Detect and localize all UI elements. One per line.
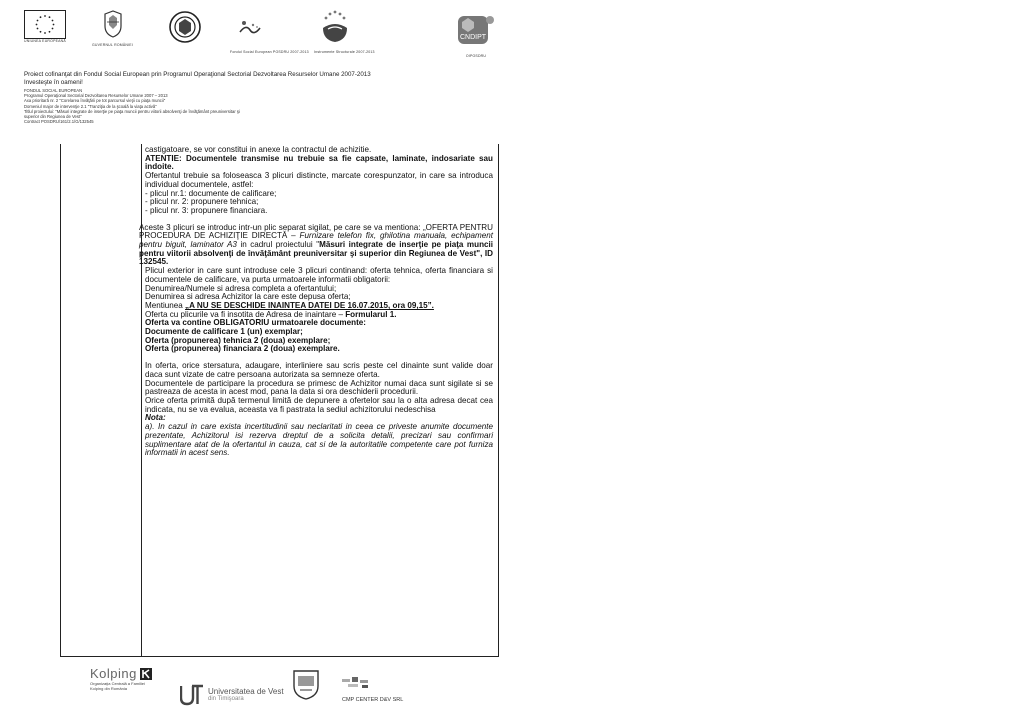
paragraph-sealed-envelope — [139, 224, 493, 268]
form-1-label: Formularul 1. — [345, 309, 397, 319]
project-title: Măsuri integrate de inserţie pe piaţa muncii pentru viitorii absolvenţi de învăţământ preuniversitar şi superior din Regiunea de Vest — [139, 240, 494, 258]
coat-of-arms-icon — [102, 10, 124, 38]
paragraph-envelopes: Ofertantul trebuie sa foloseasca 3 plicuri distincte, marcate corespunzator, in care sa introduca individual documentele, astfel: — [145, 171, 493, 189]
note-heading: Nota: — [145, 413, 166, 423]
school-crest-icon — [292, 668, 320, 700]
eu-flag-icon — [24, 10, 66, 39]
fse-caption-block — [230, 50, 309, 54]
instrumente-caption: Instrumente Structurale 2007-2013 — [314, 50, 375, 54]
romania-logo — [92, 10, 133, 47]
cndipt-logo — [456, 14, 496, 58]
note-paragraph-a: a). In cazul in care exista incertitudinii sau neclaritati in ceea ce priveste anumite documente prezentate, Achizitorul isi rezerva dreptul de a solicita detalii, precizari sau confirmari suplimentare atat de la ofertantul in cauza, cat si de la autoritatile competente care pot furniza informatii in acest sens. — [145, 422, 493, 458]
structural-instruments-icon — [318, 8, 352, 44]
priority-axis-line: Axa prioritară nr. 2 "Corelarea învăţării pe tot parcursul vieţii cu piaţa muncii" — [24, 98, 166, 104]
cndipt-icon — [456, 14, 496, 46]
kolping-name: Kolping — [90, 666, 137, 681]
uvt-name: Universitatea de Vest — [208, 687, 284, 696]
content-cell — [139, 145, 494, 458]
kolping-caption-2: Kolping din România — [90, 686, 127, 691]
eu-caption: UNIUNEA EUROPEANĂ — [24, 39, 66, 43]
fse-figure-icon — [236, 18, 262, 40]
fse-caption: Fondul Social European POSDRU 2007-2013 — [230, 50, 309, 54]
sealed-envelope-intro: Aceste 3 plicuri se introduc intr-un plic separat sigilat, pe care se va mentiona: „OFERTA PENTRU PROCEDURA DE ACHIZIŢIE DIRECTĂ – — [139, 222, 493, 241]
info-acquirer-name: Denumirea si adresa Achizitor la care este depusa oferta; — [145, 292, 351, 302]
contract-line: Contract POSDRU/161/2.1/G/132545 — [24, 119, 94, 125]
uvt-city: din Timişoara — [208, 696, 244, 702]
fund-line: FONDUL SOCIAL EUROPEAN — [24, 88, 83, 93]
procurement-object: Furnizare telefon fix, ghilotina manuala, echipament pentru biguit, laminator A3 — [139, 231, 493, 250]
cmp-name: CMP CENTER D&V SRL — [342, 697, 404, 703]
kolping-logo — [90, 666, 152, 711]
uvt-logo — [180, 672, 284, 717]
romania-caption: GUVERNUL ROMÂNIEI — [92, 43, 133, 47]
mention-label: Mentiunea — [145, 300, 186, 310]
envelope-item-1: - plicul nr.1: documente de calificare; — [145, 188, 277, 198]
cover-letter-text: Oferta cu plicurile va fi insotita de Adresa de inaintare – — [145, 309, 346, 319]
project-cofinancing-line: Proiect cofinanţat din Fondul Social European prin Programul Operaţional Sectorial Dezvoltarea Resurselor Umane 2007-2013 — [24, 71, 371, 78]
do-not-open-notice: „A NU SE DESCHIDE INAINTEA DATEI DE 16.07.2015, ora 09,15”. — [185, 300, 434, 310]
required-doc-financial: Oferta (propunerea) financiara 2 (doua) exemplare. — [145, 344, 340, 354]
project-id: ", ID 132545. — [139, 248, 493, 267]
eu-logo — [24, 10, 66, 43]
fse-mark — [236, 18, 262, 45]
instrumente-caption-block — [314, 50, 375, 54]
fse-seal-icon — [168, 10, 202, 44]
oiposdru-caption: OIPOSDRU — [465, 54, 487, 58]
paragraph-attention: ATENTIE: Documentele transmise nu trebuie sa fie capsate, laminate, indosariate sau indoite. — [145, 153, 493, 172]
cmp-logo — [342, 676, 403, 721]
paragraph-outer-envelope: Plicul exterior in care sunt introduse cele 3 plicuri continand: oferta tehnica, oferta financiara si documentele de calificare, va purta urmatoarele informatii obligatorii: — [145, 266, 493, 284]
blank-page — [512, 0, 1024, 723]
column-divider — [141, 144, 142, 656]
kolping-caption-1: Organizaţia Centrală a Familiei — [90, 681, 145, 686]
info-bidder-name: Denumirea/Numele si adresa completa a ofertantului; — [145, 283, 337, 293]
required-doc-technical: Oferta (propunerea) tehnica 2 (doua) exemplare; — [145, 335, 331, 345]
paragraph-late-offers: Orice oferta primită după termenul limită de depunere a ofertelor sau la o alta adresa decat cea indicata, nu se va evalua, aceasta va fi pastrata la sediul achizitorului nedeschisa — [145, 395, 493, 414]
envelope-item-2: - plicul nr. 2: propunere tehnica; — [145, 197, 259, 207]
instrumente-structurale-logo — [318, 8, 352, 49]
paragraph-contract-annex: castigatoare, se vor constitui in anexe la contractul de achizitie. — [145, 145, 372, 154]
content-table — [60, 144, 499, 657]
cmp-icon — [342, 677, 376, 689]
project-motto: Investeşte în oameni! — [24, 79, 83, 86]
crest-logo — [292, 668, 320, 713]
intervention-domain-line: Domeniul major de intervenţie 2.1 "Tranziţia de la şcoală la viaţa activă" — [24, 103, 157, 109]
cndipt-label: CNDIPT — [460, 34, 487, 41]
fse-logo — [168, 10, 202, 49]
required-doc-qualification: Documente de calificare 1 (un) exemplar; — [145, 327, 303, 337]
project-label: in cadrul proiectului " — [236, 240, 320, 250]
project-header — [24, 71, 504, 124]
kolping-k-icon — [140, 668, 152, 680]
uvt-icon — [180, 684, 204, 706]
project-title-line-2: superior din Regiunea de Vest" — [24, 114, 82, 120]
paragraph-sealed-docs: Documentele de participare la procedura se primesc de Achizitor numai daca sunt sigilate si se pastreaza de acesta in acest mod, pana la data si ora deschiderii procedurii. — [145, 378, 493, 397]
project-title-line-1: Titlul proiectului: "Măsuri integrate de inserţie pe piaţa muncii pentru viitorii absolvenţi de învăţământ preuniversitar şi — [24, 108, 240, 114]
envelope-item-3: - plicul nr. 3: propunere financiara. — [145, 205, 268, 215]
paragraph-corrections: In oferta, orice stersatura, adaugare, interliniere sau scris peste cel dinainte sunt valide doar daca sunt vizate de catre persoana autorizata sa semneze oferta. — [145, 361, 493, 379]
required-docs-heading: Oferta va contine OBLIGATORIU urmatoarele documente: — [145, 318, 366, 328]
program-line: Programul Operaţional Sectorial Dezvoltarea Resurselor Umane 2007 – 2013 — [24, 93, 168, 99]
